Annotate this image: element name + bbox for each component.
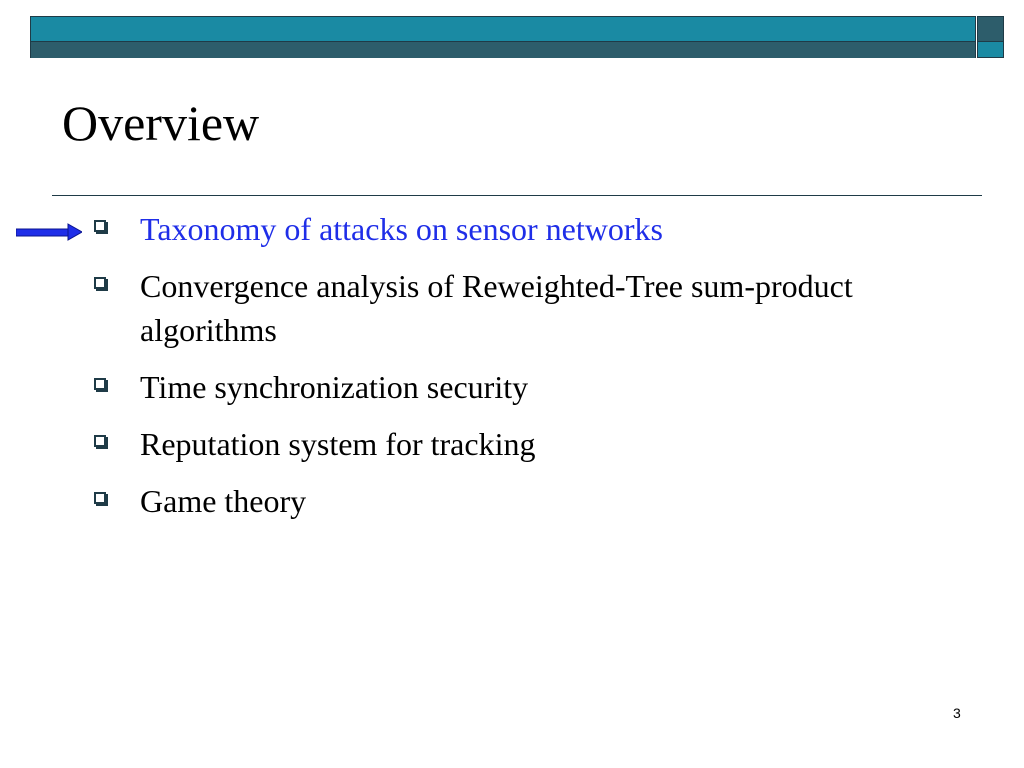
bullet-list xyxy=(90,207,930,536)
hollow-square-bullet-icon xyxy=(94,435,106,447)
banner-stripe xyxy=(31,41,975,58)
banner-corner-block-lower xyxy=(977,41,1004,58)
hollow-square-bullet-icon xyxy=(94,378,106,390)
bullet-text: Convergence analysis of Reweighted-Tree sum-product algorithms xyxy=(140,268,853,348)
hollow-square-bullet-icon xyxy=(94,220,106,232)
banner-corner-block xyxy=(977,16,1004,42)
bullet-item-time-sync xyxy=(90,365,930,409)
bullet-item-reputation xyxy=(90,422,930,466)
bullet-item-game-theory xyxy=(90,479,930,523)
slide-title: Overview xyxy=(62,95,260,151)
right-arrow-icon xyxy=(16,222,82,242)
top-banner xyxy=(30,16,976,58)
bullet-text: Taxonomy of attacks on sensor networks xyxy=(140,211,663,247)
bullet-text: Game theory xyxy=(140,483,307,519)
bullet-item-convergence xyxy=(90,264,930,352)
title-divider xyxy=(52,195,982,196)
hollow-square-bullet-icon xyxy=(94,492,106,504)
bullet-text: Time synchronization security xyxy=(140,369,529,405)
hollow-square-bullet-icon xyxy=(94,277,106,289)
page-number: 3 xyxy=(953,705,961,721)
bullet-text: Reputation system for tracking xyxy=(140,426,536,462)
bullet-item-taxonomy xyxy=(90,207,930,251)
